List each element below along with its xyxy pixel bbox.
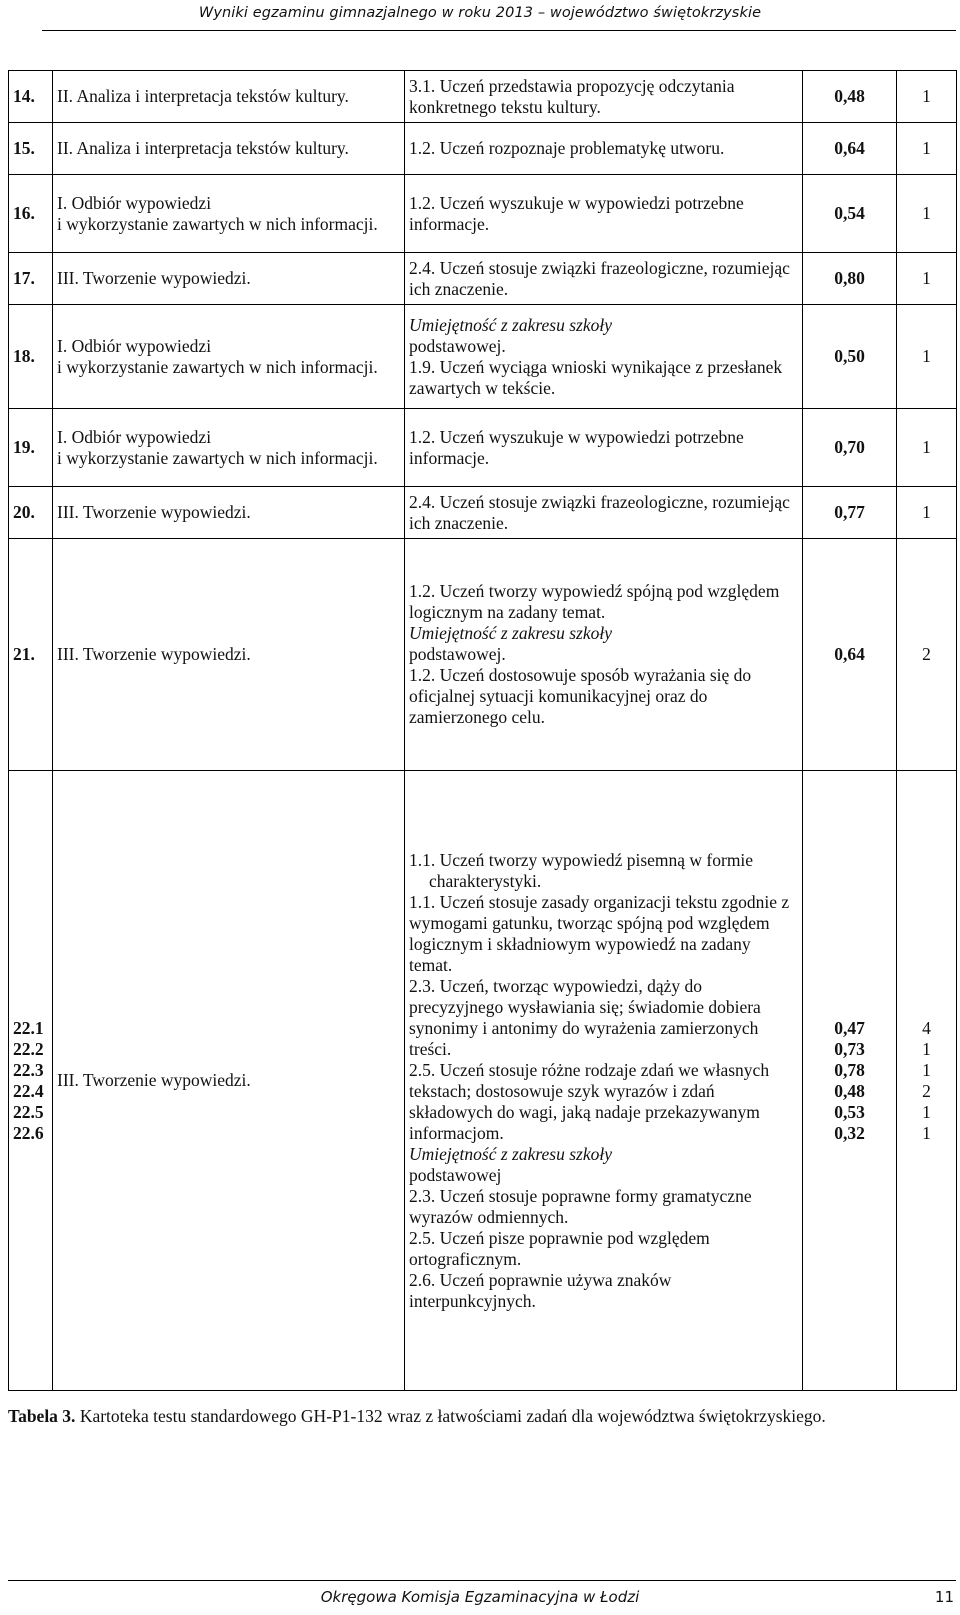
caption-label: Tabela 3. (8, 1406, 76, 1426)
task-number: 15. (9, 123, 53, 175)
caption-text: Kartoteka testu standardowego GH-P1-132 wraz z łatwościami zadań dla województwa świętokrzyskiego. (79, 1406, 826, 1426)
task-number: 17. (9, 253, 53, 305)
max-points: 1 (897, 305, 957, 409)
requirement-area: III. Tworzenie wypowiedzi. (53, 771, 405, 1391)
footer-rule (8, 1580, 956, 1581)
task-number: 21. (9, 539, 53, 771)
requirement-area: I. Odbiór wypowiedzi i wykorzystanie zawartych w nich informacji. (53, 305, 405, 409)
task-number: 18. (9, 305, 53, 409)
skill-description: Umiejętność z zakresu szkoły podstawowej. 1.9. Uczeń wyciąga wnioski wynikające z przesłanek zawartych w tekście. (405, 305, 803, 409)
max-points: 1 (897, 71, 957, 123)
task-number: 20. (9, 487, 53, 539)
skill-description: 1.2. Uczeń wyszukuje w wypowiedzi potrzebne informacje. (405, 175, 803, 253)
table-row (9, 175, 957, 253)
requirement-area: II. Analiza i interpretacja tekstów kultury. (53, 123, 405, 175)
table-row (9, 539, 957, 771)
page-number: 11 (934, 1588, 954, 1606)
table-row (9, 123, 957, 175)
table-caption (8, 1405, 956, 1427)
table-row (9, 253, 957, 305)
skill-description: 2.4. Uczeń stosuje związki frazeologiczne, rozumiejąc ich znaczenie. (405, 253, 803, 305)
skill-description: 2.4. Uczeń stosuje związki frazeologiczne, rozumiejąc ich znaczenie. (405, 487, 803, 539)
test-card-table (8, 70, 957, 1391)
task-number-list: 22.1 22.2 22.3 22.4 22.5 22.6 (9, 771, 53, 1391)
table-row (9, 409, 957, 487)
max-points: 1 (897, 409, 957, 487)
difficulty-index-list: 0,47 0,73 0,78 0,48 0,53 0,32 (803, 771, 897, 1391)
max-points: 2 (897, 539, 957, 771)
table-row (9, 305, 957, 409)
requirement-area: I. Odbiór wypowiedzi i wykorzystanie zawartych w nich informacji. (53, 409, 405, 487)
difficulty-index: 0,54 (803, 175, 897, 253)
requirement-area: III. Tworzenie wypowiedzi. (53, 487, 405, 539)
requirement-area: I. Odbiór wypowiedzi i wykorzystanie zawartych w nich informacji. (53, 175, 405, 253)
difficulty-index: 0,48 (803, 71, 897, 123)
difficulty-index: 0,77 (803, 487, 897, 539)
page-footer: Okręgowa Komisja Egzaminacyjna w Łodzi (320, 1588, 640, 1606)
difficulty-index: 0,64 (803, 539, 897, 771)
max-points: 1 (897, 175, 957, 253)
skill-description: 1.1. Uczeń tworzy wypowiedź pisemną w formie charakterystyki. 1.1. Uczeń stosuje zasady organizacji tekstu zgodnie z wymogami gatunku, tworząc spójną pod względem logicznym i składniowym wypowiedź na zadany temat. 2.3. Uczeń, tworząc wypowiedzi, dąży do precyzyjnego wysławiania się; świadomie dobiera synonimy i antonimy do wyrażenia zamierzonych treści. 2.5. Uczeń stosuje różne rodzaje zdań we własnych tekstach; dostosowuje szyk wyrazów i zdań składowych do wagi, jaką nadaje przekazywanym informacjom. Umiejętność z zakresu szkoły podstawowej 2.3. Uczeń stosuje poprawne formy gramatyczne wyrazów odmiennych. 2.5. Uczeń pisze poprawnie pod względem ortograficznym. 2.6. Uczeń poprawnie używa znaków interpunkcyjnych. (405, 771, 803, 1391)
max-points: 1 (897, 487, 957, 539)
max-points: 1 (897, 253, 957, 305)
difficulty-index: 0,80 (803, 253, 897, 305)
table-row (9, 71, 957, 123)
table-row (9, 771, 957, 1391)
difficulty-index: 0,64 (803, 123, 897, 175)
max-points-list: 4 1 1 2 1 1 (897, 771, 957, 1391)
requirement-area: III. Tworzenie wypowiedzi. (53, 253, 405, 305)
task-number: 16. (9, 175, 53, 253)
task-number: 19. (9, 409, 53, 487)
skill-description: 1.2. Uczeń rozpoznaje problematykę utworu. (405, 123, 803, 175)
page-header: Wyniki egzaminu gimnazjalnego w roku 2013 – województwo świętokrzyskie (198, 5, 762, 21)
table-row (9, 487, 957, 539)
task-number: 14. (9, 71, 53, 123)
skill-description: 1.2. Uczeń tworzy wypowiedź spójną pod względem logicznym na zadany temat. Umiejętność z zakresu szkoły podstawowej. 1.2. Uczeń dostosowuje sposób wyrażania się do oficjalnej sytuacji komunikacyjnej oraz do zamierzonego celu. (405, 539, 803, 771)
requirement-area: II. Analiza i interpretacja tekstów kultury. (53, 71, 405, 123)
max-points: 1 (897, 123, 957, 175)
difficulty-index: 0,50 (803, 305, 897, 409)
header-rule (42, 30, 956, 31)
skill-description: 1.2. Uczeń wyszukuje w wypowiedzi potrzebne informacje. (405, 409, 803, 487)
difficulty-index: 0,70 (803, 409, 897, 487)
skill-description: 3.1. Uczeń przedstawia propozycję odczytania konkretnego tekstu kultury. (405, 71, 803, 123)
requirement-area: III. Tworzenie wypowiedzi. (53, 539, 405, 771)
